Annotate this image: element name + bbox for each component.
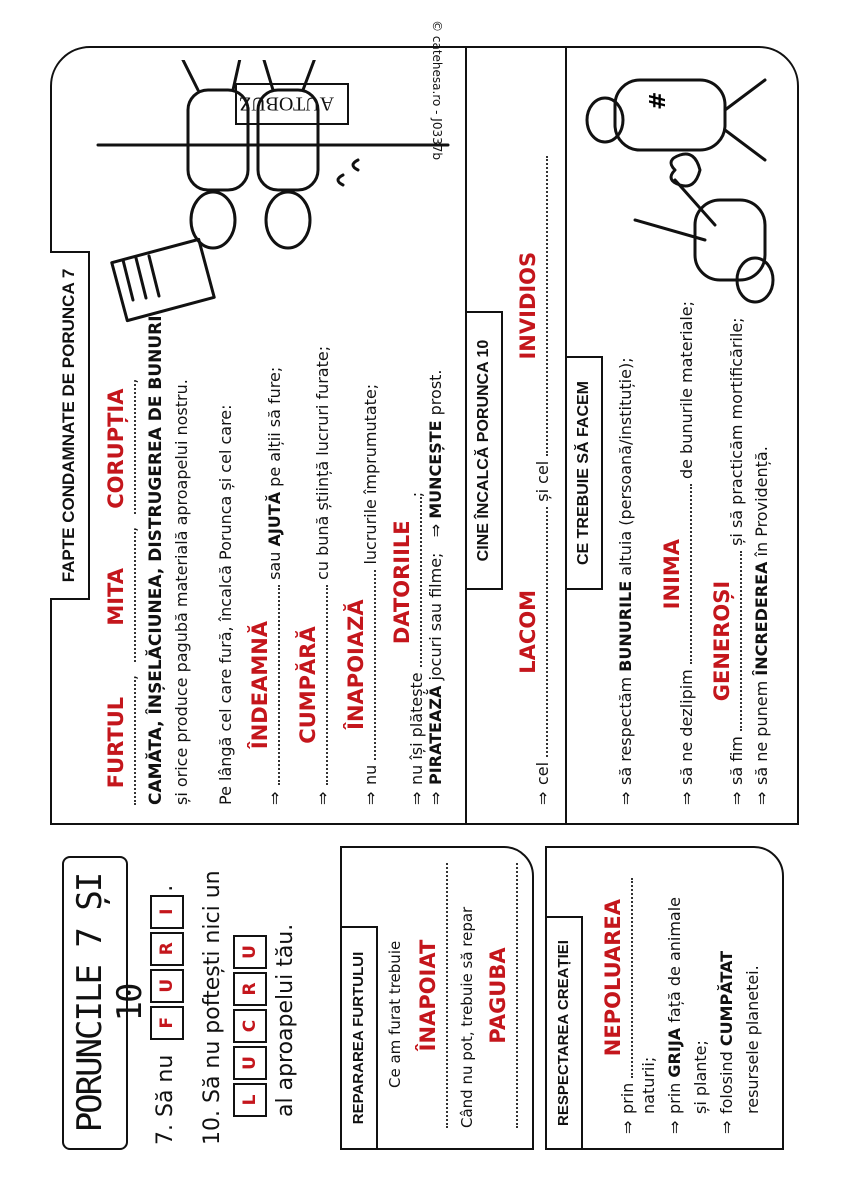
sins7-row-1 [242,367,284,805]
sins7-r2-text: cu bună știință lucruri furate; [313,345,332,580]
sins7-blank-r2 [290,585,328,785]
creation-answer1: NEPOLUAREA [601,898,625,1057]
sins7-desc: și orice produce pagubă materială aproapelui nostru. [172,379,191,805]
sins10-pre: cel [533,761,552,785]
repair-answer1: ÎNAPOIAT [416,939,440,1052]
generosity-illustration [575,60,790,320]
arrow-icon: ⇒ [717,1120,736,1134]
creation-l2a: prin [665,1082,684,1114]
creation-blank1 [595,878,633,1078]
letter-box: U [233,935,267,969]
creation-l2d: și plante; [691,1040,710,1114]
sins7-r5-c: MUNCEȘTE [426,420,445,519]
page-title: PORUNCILE 7 ȘI 10 [70,873,150,1133]
sins10-blank-2 [506,156,548,456]
commandment-7-prefix: 7. Să nu [153,1054,178,1145]
arrow-icon: ⇒ [533,791,552,805]
repair-title: REPARAREA FURTULUI [340,926,378,1150]
commandment-7 [150,885,184,1145]
commandment-10 [200,870,298,1145]
bus-sign-text: AUTOBUZ [238,92,335,115]
todo-l4b: ÎNCREDEREA [752,561,771,676]
todo-l3-answer: GENEROȘI [710,580,734,702]
arrow-icon: ⇒ [426,791,445,805]
sins7-blank-1 [94,680,136,805]
title-scroll [62,856,150,1150]
sins7-row-5 [426,369,445,805]
sins7-r4-end: ; [407,491,426,498]
todo-blank-3 [700,551,742,731]
todo-row-3 [700,317,746,805]
arrow-icon: ⇒ [265,791,284,805]
todo-row-4 [752,446,771,805]
sins10-a1: LACOM [516,589,540,674]
letter-box: I [150,895,184,929]
sins7-r1-answer: ÎNDEAMNĂ [248,620,272,750]
sins7-w1: FURTUL [104,696,128,789]
sins7-r2-answer: CUMPĂRĂ [296,626,320,744]
creation-l3b: CUMPĂTAT [717,950,736,1047]
hash-mark: # [646,91,671,110]
todo-row-2 [650,301,696,805]
letter-box: C [233,1009,267,1043]
sins7-row-4 [384,492,426,805]
todo-l1b: BUNURILE [616,580,635,672]
sins7-row-3 [338,384,380,805]
sins7-r3-pre: nu [361,764,380,785]
sins7-r1-c: pe alții să fure; [265,366,284,487]
todo-blank-2 [650,484,692,664]
arrow-icon: ⇒ [618,1120,637,1134]
arrow-icon: ⇒ [665,1120,684,1134]
arrow-icon: ⇒ [727,791,746,805]
todo-l3a: să fim [727,736,746,785]
creation-l1: prin [618,1082,637,1114]
letter-box: U [233,1046,267,1080]
sins7-r5-b: jocuri sau filme; [426,552,445,681]
sins7-blank-3 [94,384,136,514]
sins10-blank-1 [506,507,548,757]
sins7-blank-r4 [384,497,422,667]
creation-title: RESPECTAREA CREAȚIEI [545,916,583,1150]
commandment-10-suffix: al aproapelui tău. [273,923,298,1117]
arrow-icon: ⇒ [426,523,445,538]
sins7-blank-2 [94,532,136,662]
sins10-a2: INVIDIOS [516,251,540,360]
todo-l1c: altuia (persoană/instituție); [616,357,635,576]
commandment-7-end: . [153,884,178,892]
arrow-icon: ⇒ [313,791,332,805]
sins7-r4-answer: DATORIILE [390,520,414,645]
todo-l2-answer: INIMA [660,538,684,610]
creation-l2b: GRIJA [665,1027,684,1078]
sins7-w3: CORUPȚIA [104,388,128,509]
arrow-icon: ⇒ [677,791,696,805]
todo-l4a: să ne punem [752,680,771,785]
creation-panel [545,846,784,1150]
letter-box: R [150,932,184,966]
sins7-blank-r3 [338,570,376,760]
letter-box: U [150,969,184,1003]
sins7-r5-a: PIRATEAZĂ [426,685,445,785]
todo-l2b: de bunurile materiale; [677,300,696,480]
sins10-row [506,156,552,805]
todo-l4c: în Providență. [752,446,771,557]
arrow-icon: ⇒ [407,791,426,805]
creation-row-1 [595,878,637,1134]
creation-l3a: folosind [717,1051,736,1114]
repair-blank2 [472,863,518,1128]
sins7-sub: CAMĂTA, ÎNȘELĂCIUNEA, DISTRUGEREA DE BUNURI [146,315,166,805]
sins7-r1-b: AJUTĂ [265,491,284,547]
repair-blank1 [402,863,448,1128]
sins7-row-2 [290,346,332,805]
arrow-icon: ⇒ [361,791,380,805]
todo-l2a: să ne dezlipim [677,669,696,785]
letter-box: R [233,972,267,1006]
bus-sign [235,83,349,125]
sins7-title: FAPTE CONDAMNATE DE PORUNCA 7 [50,251,90,600]
commandment-10-prefix: 10. Să nu poftești nici un [200,870,225,1145]
sins7-intro: Pe lângă cel care fură, încalcă Porunca și cel care: [216,404,235,805]
sins7-blank-r1 [242,585,280,785]
repair-line2: Când nu pot, trebuie să repar [458,906,476,1128]
creation-row-2 [665,897,684,1134]
sins7-r4-pre: nu își plătește [407,672,426,785]
creation-l2c: față de animale [665,896,684,1023]
todo-row-1 [616,357,635,805]
sins7-r5-d: prost. [426,369,445,416]
arrow-icon: ⇒ [616,791,635,805]
sins7-r3-answer: ÎNAPOIAZĂ [344,599,368,730]
repair-line1: Ce am furat trebuie [386,940,404,1088]
sins7-w2: MITA [104,568,128,626]
letter-box: L [233,1083,267,1117]
sins10-mid: și cel [533,460,552,502]
creation-l3c: resursele planetei. [743,965,762,1114]
repair-panel [340,846,534,1150]
sins10-title: CINE ÎNCALCĂ PORUNCA 10 [465,311,503,590]
sins7-r3-text: lucrurile împrumutate; [361,383,380,565]
todo-l1a: să respectăm [616,676,635,785]
copyright: © catehesa.ro - J0337b [430,20,444,160]
sins7-words-row: FURTUL , MITA , CORUPȚIA , [94,379,140,805]
arrow-icon: ⇒ [752,791,771,805]
todo-l3b: și să practicăm mortificările; [727,317,746,546]
repair-answer2: PAGUBA [486,947,510,1044]
letter-box: F [150,1006,184,1040]
creation-row-3 [717,951,736,1134]
todo-title: CE TREBUIE SĂ FACEM [565,356,603,590]
sins7-r1-a: sau [265,551,284,580]
creation-l1b: naturii; [639,1056,658,1114]
